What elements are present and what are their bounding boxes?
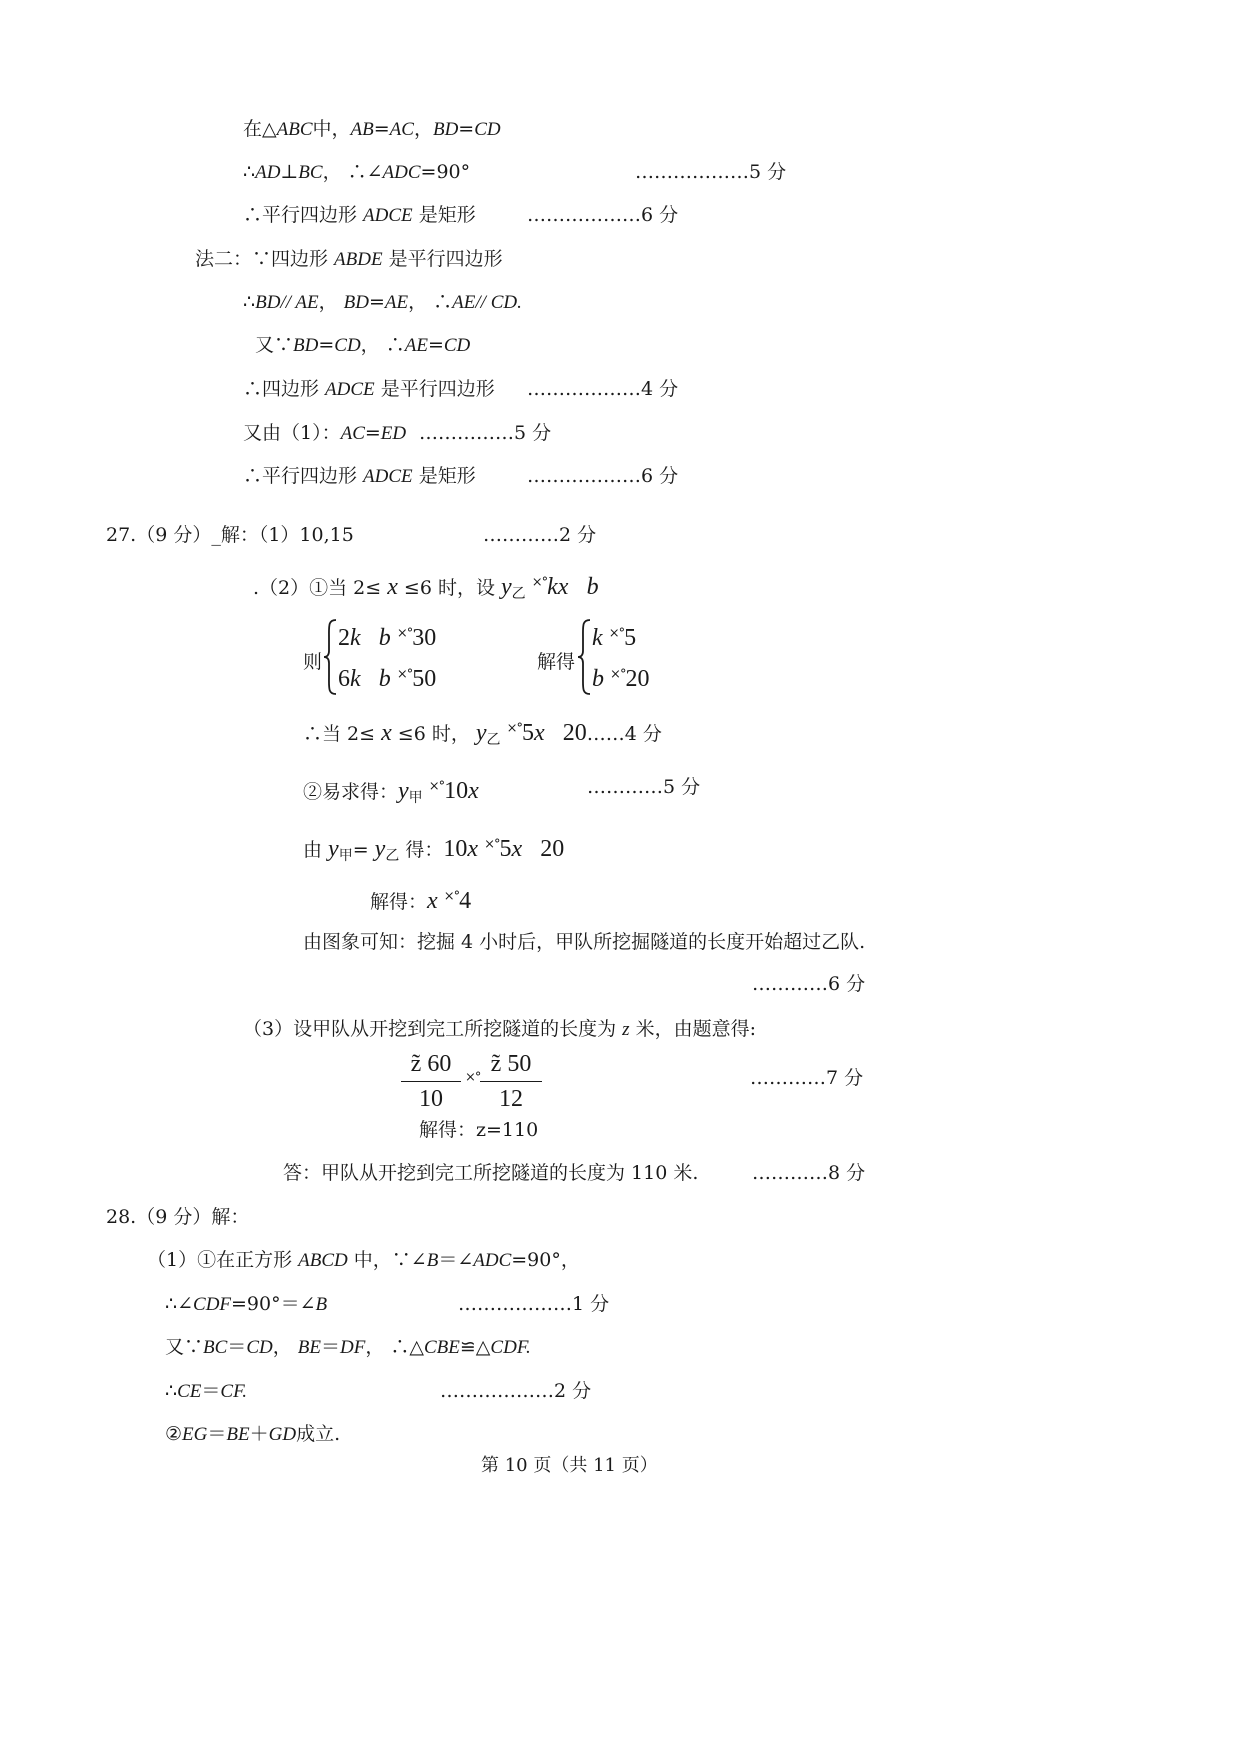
q28-line-3: 又∵BC＝CD， BE＝DF， ∴△CBE≌△CDF. xyxy=(165,1336,531,1358)
q27-answer: 答：甲队从开挖到完工所挖隧道的长度为 110 米. xyxy=(283,1162,699,1184)
score-mark: …………7 分 xyxy=(750,1067,864,1089)
q27-conclusion: 由图象可知：挖掘 4 小时后，甲队所挖掘隧道的长度开始超过乙队. xyxy=(303,931,866,953)
q28-line-4: ∴CE＝CF. xyxy=(165,1380,247,1402)
q27-part3: （3）设甲队从开挖到完工所挖隧道的长度为 z 米，由题意得: xyxy=(243,1018,756,1040)
q27-solution-z: 解得：z=110 xyxy=(419,1119,539,1141)
page-footer: 第 10 页（共 11 页） xyxy=(481,1455,658,1476)
system-1-row-1: 2k b ×°30 xyxy=(338,625,437,651)
question-28-header: 28.（9 分）解： xyxy=(106,1206,250,1228)
score-mark: ………………2 分 xyxy=(440,1380,592,1402)
score-mark: ………………4 分 xyxy=(527,378,679,400)
proof-line-5: ∴BD// AE， BD=AE， ∴AE// CD. xyxy=(243,291,522,313)
question-27-header: 27.（9 分）_解：（1）10,15 xyxy=(106,524,354,546)
q28-line-2: ∴∠CDF=90°＝∠B xyxy=(165,1293,328,1315)
q27-function-yi: ∴当 2≤ x ≤6 时， $y_乙$ ×°5x 20……4 分 xyxy=(303,720,662,748)
fraction-right: z̃ 50 12 xyxy=(480,1049,542,1114)
proof-line-1: 在△ABC中，AB=AC，BD=CD xyxy=(243,118,501,140)
system-prefix: 解得 xyxy=(537,651,576,673)
q28-line-1: （1）①在正方形 ABCD 中，∵∠B＝∠ADC=90°， xyxy=(147,1249,580,1271)
score-mark: ………………6 分 xyxy=(527,465,679,487)
fraction-left: z̃ 60 10 xyxy=(401,1049,461,1114)
score-mark: ………………5 分 xyxy=(635,161,787,183)
proof-line-6: 又∵BD=CD， ∴AE=CD xyxy=(255,334,471,356)
score-mark: ……………5 分 xyxy=(419,422,552,444)
proof-line-2: ∴AD⊥BC， ∴∠ADC=90° xyxy=(243,161,471,183)
proof-line-7: ∴四边形 ADCE 是平行四边形 xyxy=(243,378,495,400)
proof-line-8: 又由（1）：AC=ED xyxy=(243,422,407,444)
q27-function-jia: ②易求得：$y_甲$ ×°10x xyxy=(303,778,479,806)
fraction-equals: ×° xyxy=(465,1070,481,1085)
system-1-row-2: 6k b ×°50 xyxy=(338,666,437,692)
q27-equation: 由 $y_甲= y_乙$ 得：10x ×°5x 20 xyxy=(303,836,565,864)
score-mark: ………………1 分 xyxy=(458,1293,610,1315)
score-mark: …………5 分 xyxy=(587,776,701,798)
system-prefix: 则 xyxy=(303,651,323,673)
score-mark: …………6 分 xyxy=(752,973,866,995)
left-brace-icon xyxy=(322,618,338,696)
q27-part2-setup: .（2）①当 2≤ x ≤6 时，设 $y_乙$ ×°kx b xyxy=(253,574,599,602)
system-2-row-2: b ×°20 xyxy=(592,666,650,692)
q28-line-5: ②EG＝BE＋GD成立. xyxy=(165,1423,341,1445)
left-brace-icon xyxy=(576,618,592,696)
q27-solution-x: 解得：x ×°4 xyxy=(370,888,472,914)
proof-line-3: ∴平行四边形 ADCE 是矩形 xyxy=(243,204,476,226)
score-mark: …………2 分 xyxy=(483,524,597,546)
system-2-row-1: k ×°5 xyxy=(592,625,637,651)
method-two-heading: 法二：∵四边形 ABDE 是平行四边形 xyxy=(195,248,503,270)
proof-line-9: ∴平行四边形 ADCE 是矩形 xyxy=(243,465,476,487)
score-mark: …………8 分 xyxy=(752,1162,866,1184)
score-mark: ………………6 分 xyxy=(527,204,679,226)
